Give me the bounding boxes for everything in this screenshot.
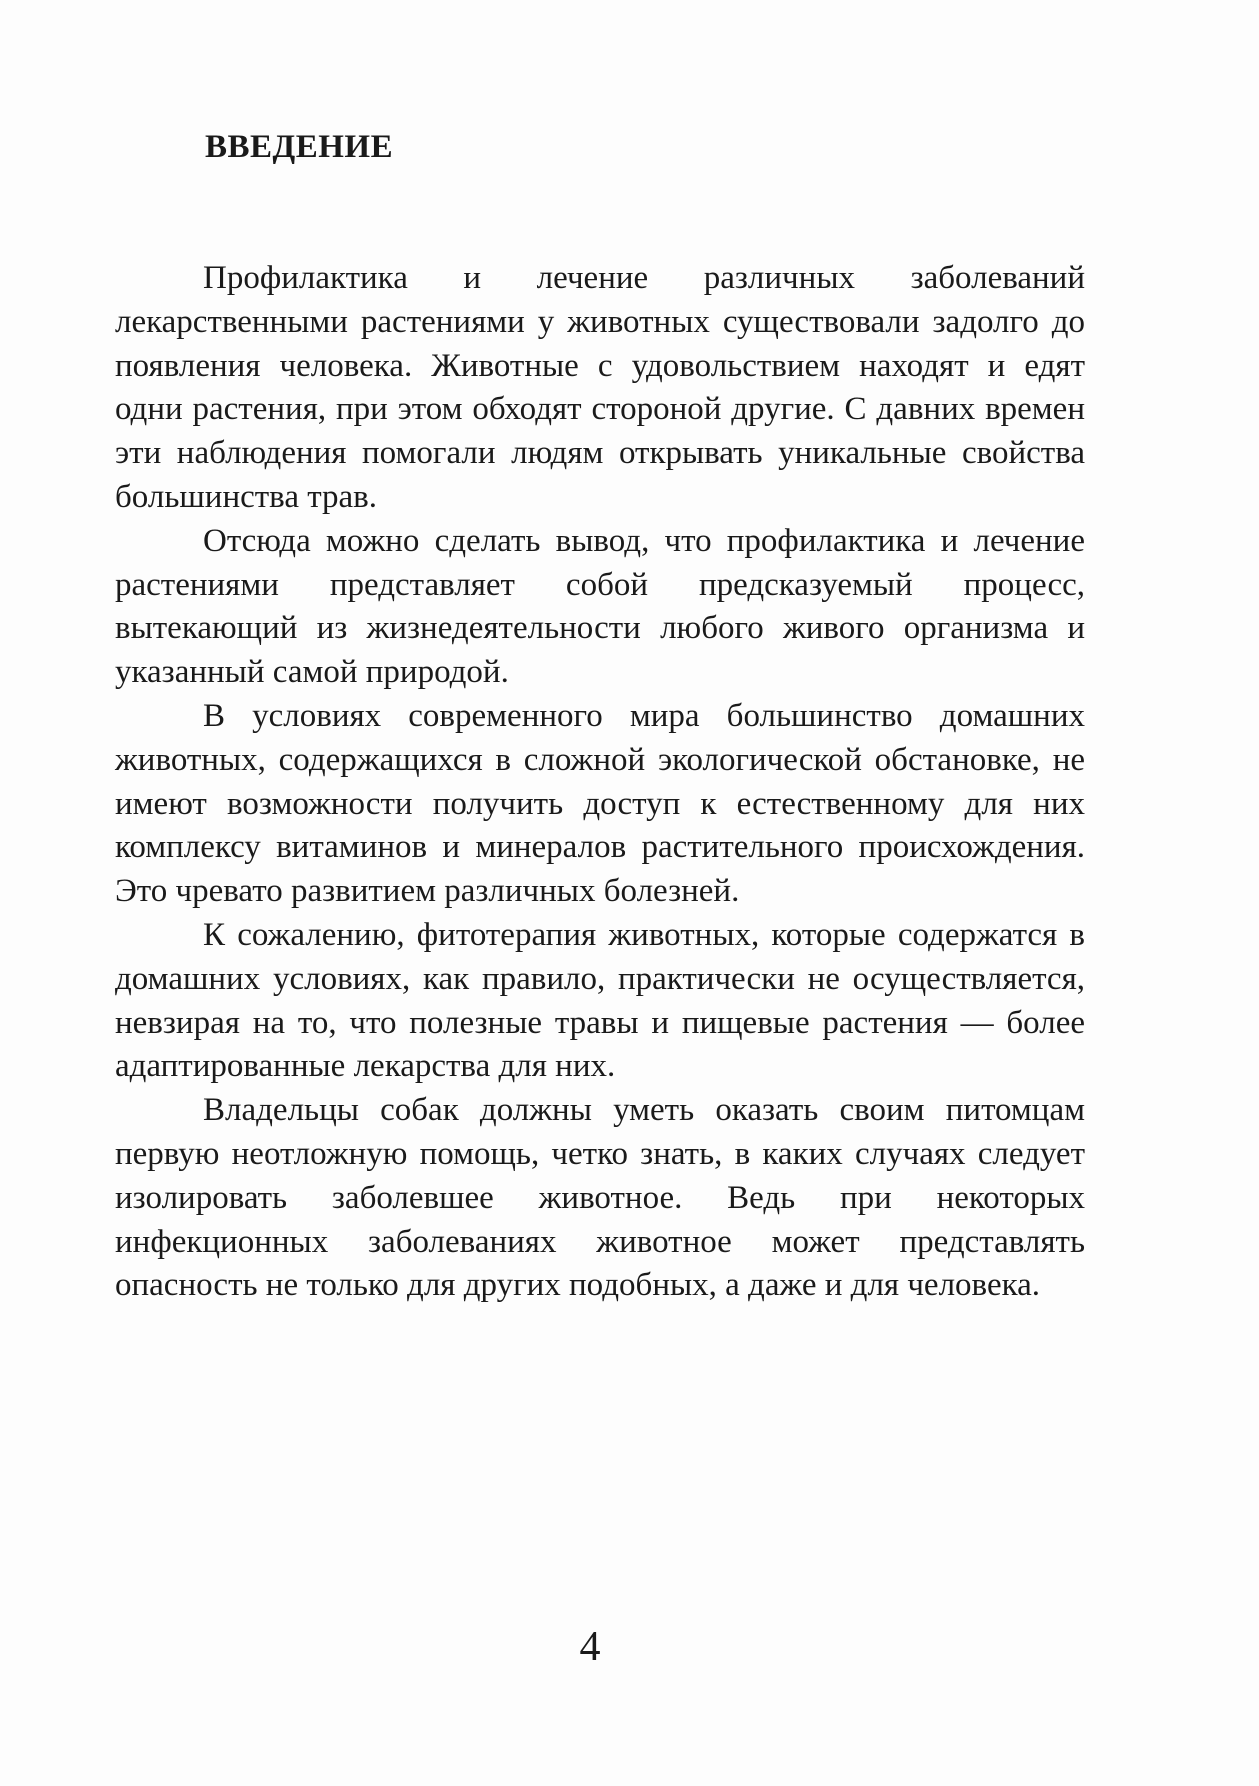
section-heading: ВВЕДЕНИЕ [205,129,394,165]
body-text [115,257,1085,1308]
paragraph-3: В условиях современного мира большинство домашних животных, содержащихся в сложной экологической обстановке, не имеют возможности получить доступ к естественному для них комплексу витаминов и минералов растительного происхождения. Это чревато развитием различных болезней. [115,697,1085,910]
paragraph-4: К сожалению, фитотерапия животных, которые содержатся в домашних условиях, как правило, практически не осуществляется, невзирая на то, что полезные травы и пищевые растения — более адаптированные лекарства для них. [115,916,1085,1085]
paragraph-2: Отсюда можно сделать вывод, что профилактика и лечение растениями представляет собой предсказуемый процесс, вытекающий из жизнедеятельности любого живого организма и указанный самой природой. [115,522,1085,691]
paragraph-5: Владельцы собак должны уметь оказать своим питомцам первую неотложную помощь, четко знать, в каких случаях следует изолировать заболевшее животное. Ведь при некоторых инфекционных заболеваниях животное может представлять опасность не только для других подобных, а даже и для человека. [115,1092,1085,1304]
page-number: 4 [579,1624,601,1670]
paragraph-1: Профилактика и лечение различных заболеваний лекарственными растениями у животных существовали задолго до появления человека. Животные с удовольствием находят и едят одни растения, при этом обходят стороной другие. С давних времен эти наблюдения помогали людям открывать уникальные свойства большинства трав. [115,260,1085,515]
